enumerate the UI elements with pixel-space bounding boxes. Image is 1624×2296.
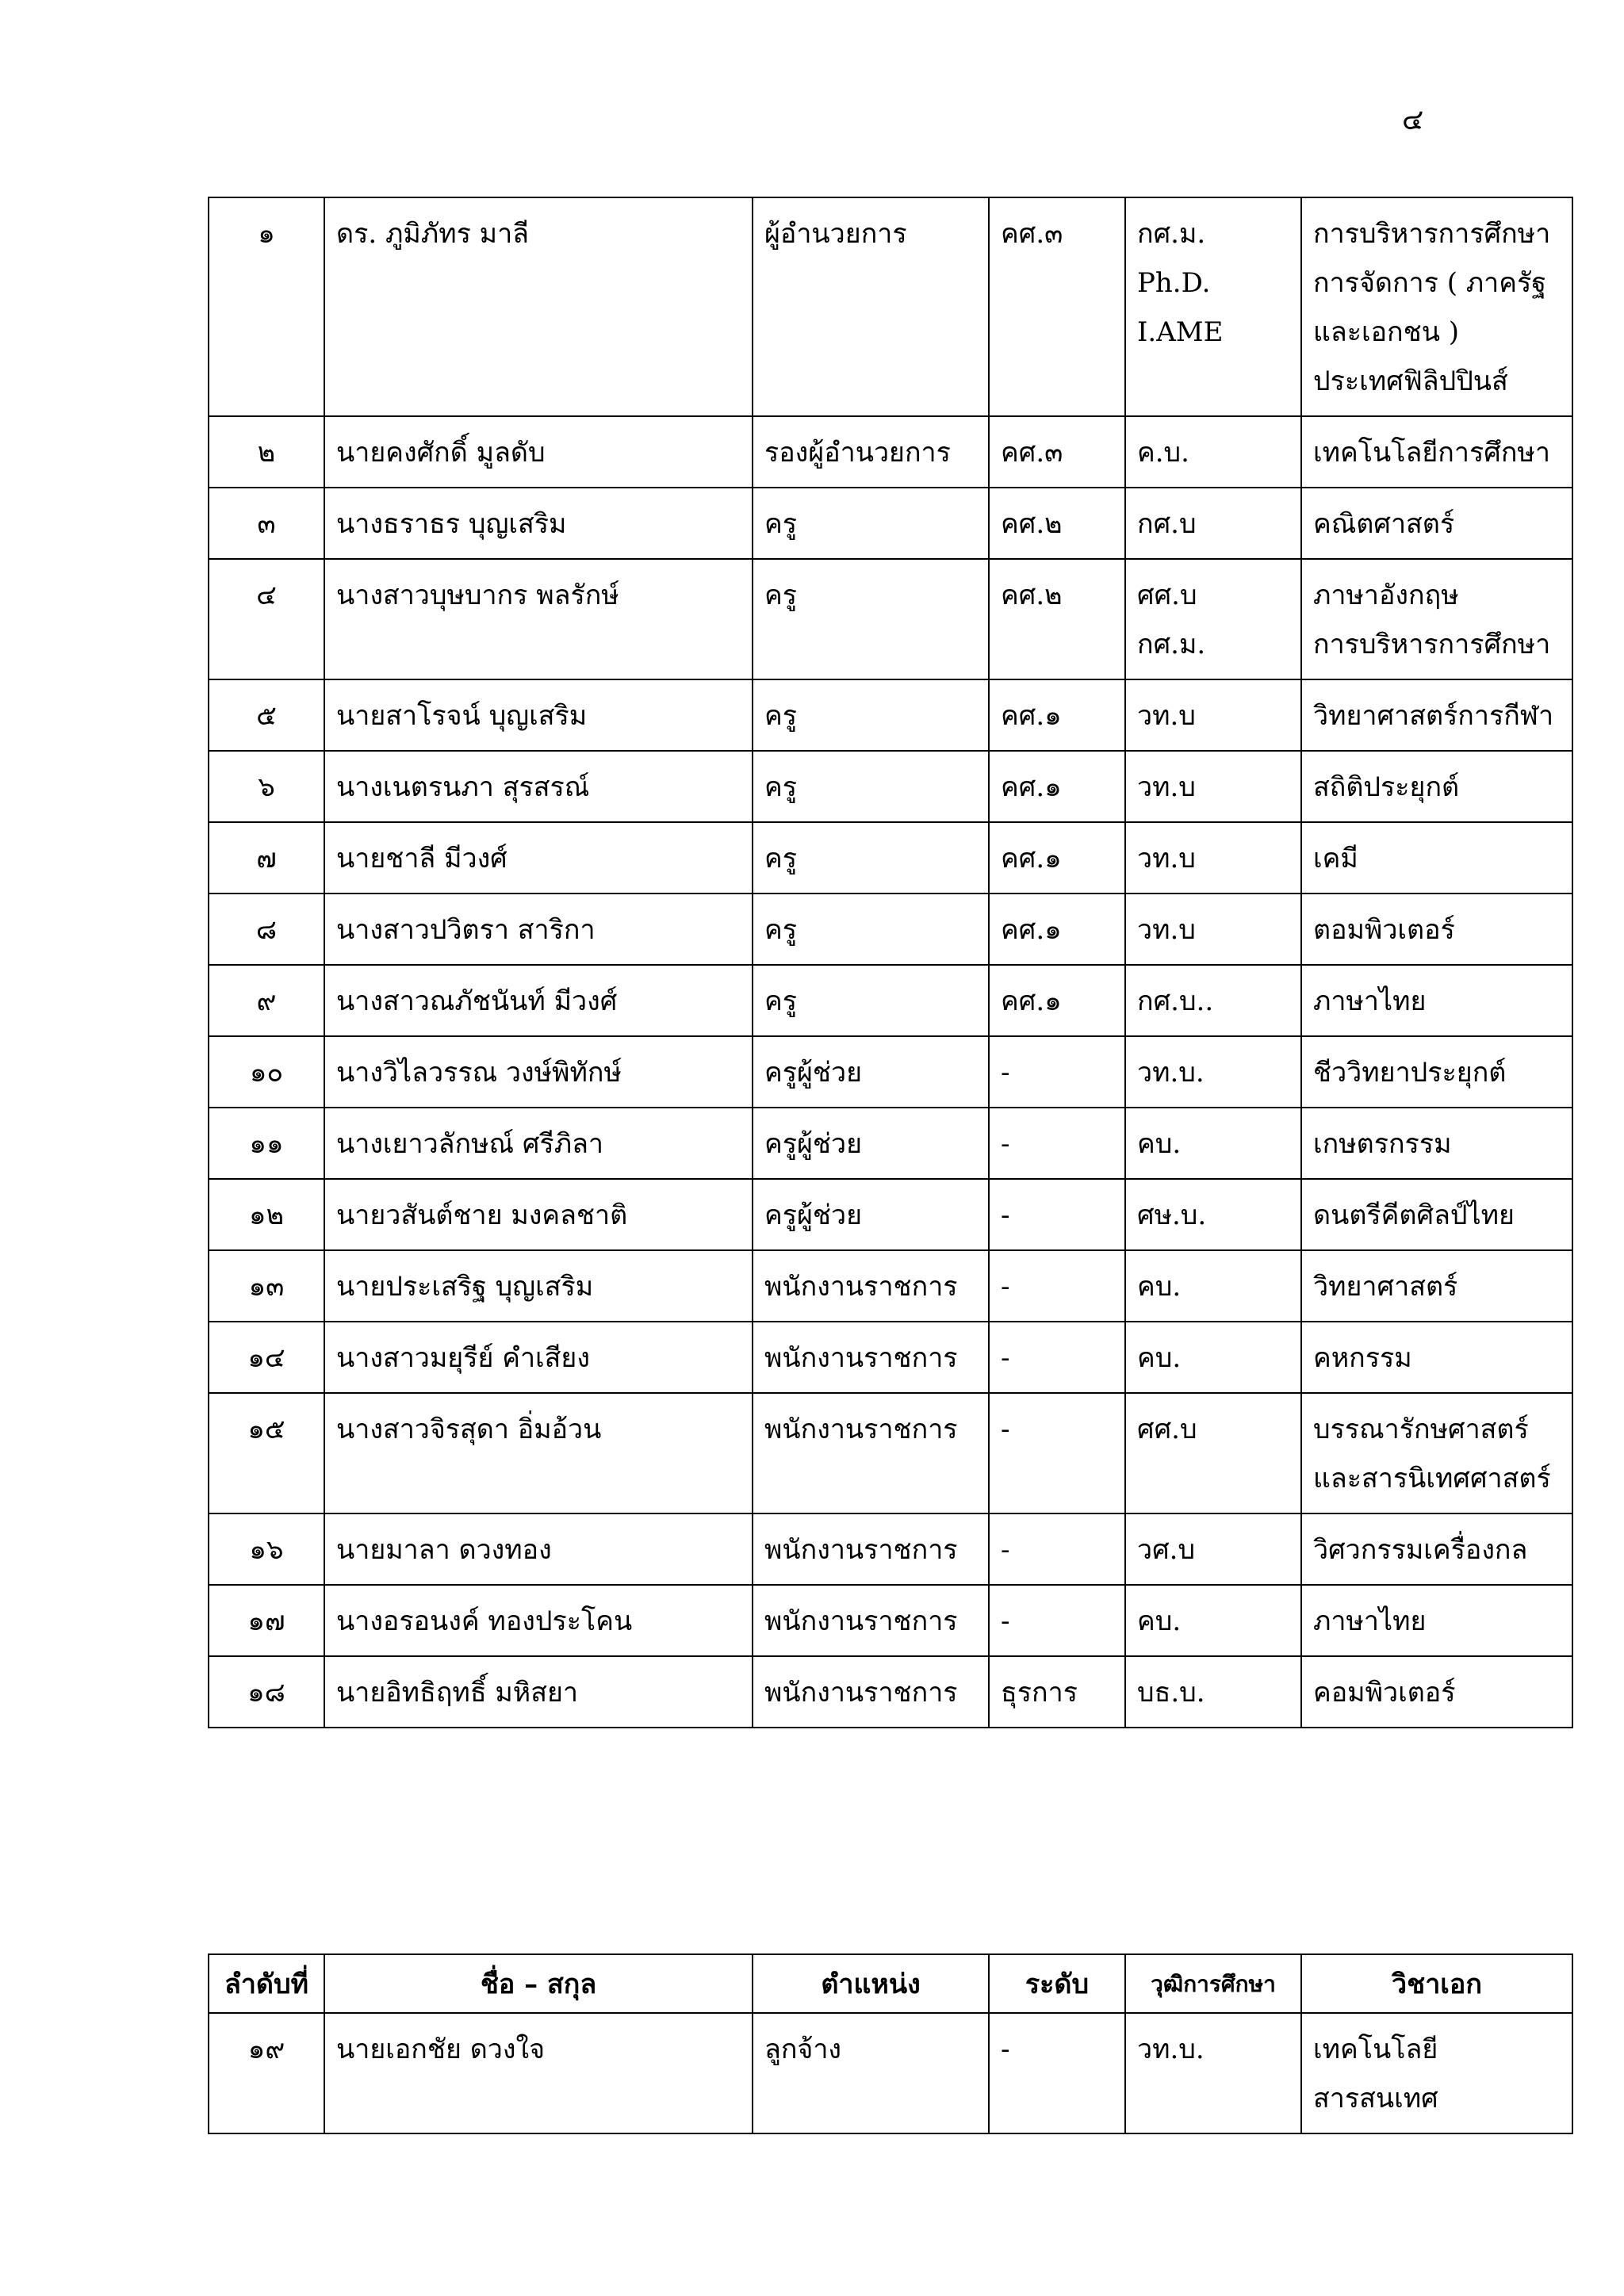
staff-table-continued-body [209, 2013, 1572, 2133]
cell-major-line: ประเทศฟิลิปปินส์ [1313, 365, 1508, 397]
cell-position: ครู [753, 751, 989, 822]
cell-name: นางสาวมยุรีย์ คำเสียง [324, 1322, 753, 1393]
staff-table [208, 197, 1573, 1728]
cell-no: ๑๔ [209, 1322, 324, 1393]
cell-major-line: ภาษาอังกฤษ [1313, 580, 1459, 611]
cell-level: คศ.๑ [989, 965, 1125, 1036]
cell-major-line: สถิติประยุกต์ [1313, 771, 1460, 803]
cell-level: - [989, 1108, 1125, 1179]
cell-major [1301, 1393, 1572, 1513]
cell-degree [1125, 488, 1301, 559]
cell-degree-line: วท.บ. [1137, 2034, 1205, 2065]
cell-name: ดร. ภูมิภัทร มาลี [324, 197, 753, 416]
table-row [209, 1036, 1572, 1108]
cell-name: นายเอกชัย ดวงใจ [324, 2013, 753, 2133]
cell-name: นายชาลี มีวงศ์ [324, 822, 753, 894]
cell-degree-line: ศษ.บ. [1137, 1200, 1207, 1231]
table-row [209, 1179, 1572, 1250]
header-major: วิชาเอก [1301, 1954, 1572, 2013]
cell-degree-line: ศศ.บ [1137, 1414, 1197, 1445]
cell-major-line: เทคโนโลยีการศึกษา [1313, 437, 1550, 469]
cell-degree-line: กศ.บ [1137, 508, 1197, 540]
cell-major-line: คอมพิวเตอร์ [1313, 1677, 1456, 1709]
cell-no: ๑๑ [209, 1108, 324, 1179]
cell-major [1301, 2013, 1572, 2133]
table-header-row [209, 1954, 1572, 2013]
cell-level: ธุรการ [989, 1656, 1125, 1728]
cell-major [1301, 559, 1572, 679]
table-row [209, 965, 1572, 1036]
cell-degree [1125, 1513, 1301, 1585]
cell-degree [1125, 197, 1301, 416]
cell-degree [1125, 894, 1301, 965]
cell-level: - [989, 1513, 1125, 1585]
table-row [209, 679, 1572, 751]
cell-degree-line: Ph.D. [1137, 267, 1211, 299]
cell-degree [1125, 751, 1301, 822]
cell-major-line: วิศวกรรมเครื่องกล [1313, 1534, 1528, 1566]
cell-major-line: เกษตรกรรม [1313, 1128, 1452, 1160]
header-degree: วุฒิการศึกษา [1125, 1954, 1301, 2013]
cell-degree [1125, 1250, 1301, 1322]
cell-name: นางวิไลวรรณ วงษ์พิทักษ์ [324, 1036, 753, 1108]
cell-major [1301, 1656, 1572, 1728]
table-row [209, 1513, 1572, 1585]
cell-level: คศ.๑ [989, 894, 1125, 965]
cell-name: นางเยาวลักษณ์ ศรีภิลา [324, 1108, 753, 1179]
cell-major-line: การบริหารการศึกษา [1313, 218, 1551, 250]
cell-no: ๒ [209, 416, 324, 488]
cell-position: พนักงานราชการ [753, 1513, 989, 1585]
cell-level: คศ.๑ [989, 751, 1125, 822]
header-position: ตำแหน่ง [753, 1954, 989, 2013]
table-row [209, 894, 1572, 965]
cell-level: คศ.๓ [989, 197, 1125, 416]
cell-degree [1125, 416, 1301, 488]
cell-name: นางสาวบุษบากร พลรักษ์ [324, 559, 753, 679]
cell-level: คศ.๑ [989, 679, 1125, 751]
cell-major-line: วิทยาศาสตร์การกีฬา [1313, 700, 1554, 732]
cell-degree [1125, 1585, 1301, 1656]
cell-position: พนักงานราชการ [753, 1656, 989, 1728]
cell-degree [1125, 1322, 1301, 1393]
cell-no: ๑ [209, 197, 324, 416]
table-row [209, 1108, 1572, 1179]
cell-degree-line: วท.บ. [1137, 1057, 1205, 1089]
cell-degree-line: คบ. [1137, 1128, 1182, 1160]
cell-level: คศ.๒ [989, 488, 1125, 559]
cell-major [1301, 1179, 1572, 1250]
cell-position: ครูผู้ช่วย [753, 1036, 989, 1108]
cell-degree [1125, 679, 1301, 751]
cell-name: นายมาลา ดวงทอง [324, 1513, 753, 1585]
cell-no: ๘ [209, 894, 324, 965]
page-number: ๔ [1402, 104, 1424, 136]
cell-degree-line: วศ.บ [1137, 1534, 1196, 1566]
cell-degree-line: วท.บ [1137, 771, 1196, 803]
cell-degree-line: กศ.ม. [1137, 218, 1206, 250]
cell-position: ครูผู้ช่วย [753, 1108, 989, 1179]
cell-major [1301, 416, 1572, 488]
cell-major [1301, 1585, 1572, 1656]
cell-major-line: วิทยาศาสตร์ [1313, 1271, 1458, 1303]
cell-degree-line: ศศ.บ [1137, 580, 1197, 611]
cell-major [1301, 894, 1572, 965]
cell-position: ครู [753, 965, 989, 1036]
cell-major-line: ชีววิทยาประยุกต์ [1313, 1057, 1507, 1089]
cell-no: ๑๓ [209, 1250, 324, 1322]
table-row [209, 1393, 1572, 1513]
cell-name: นายคงศักดิ์ มูลดับ [324, 416, 753, 488]
cell-degree-line: วท.บ [1137, 843, 1196, 874]
cell-degree [1125, 1036, 1301, 1108]
cell-no: ๕ [209, 679, 324, 751]
cell-no: ๑๒ [209, 1179, 324, 1250]
staff-table-body [209, 197, 1572, 1728]
cell-position: ลูกจ้าง [753, 2013, 989, 2133]
cell-position: ครูผู้ช่วย [753, 1179, 989, 1250]
table-row [209, 822, 1572, 894]
cell-major-line: ตอมพิวเตอร์ [1313, 914, 1455, 946]
cell-major-line: สารสนเทศ [1313, 2083, 1438, 2114]
cell-major-line: และเอกชน ) [1313, 316, 1460, 348]
cell-position: ครู [753, 488, 989, 559]
cell-degree-line: วท.บ [1137, 700, 1196, 732]
cell-major [1301, 965, 1572, 1036]
table-row [209, 751, 1572, 822]
cell-level: - [989, 1585, 1125, 1656]
table-row [209, 416, 1572, 488]
cell-level: - [989, 1250, 1125, 1322]
cell-degree-line: I.AME [1137, 316, 1224, 348]
cell-major-line: การจัดการ ( ภาครัฐ [1313, 267, 1547, 299]
cell-major [1301, 1322, 1572, 1393]
cell-level: - [989, 1393, 1125, 1513]
cell-degree-line: ค.บ. [1137, 437, 1189, 469]
cell-position: ครู [753, 679, 989, 751]
cell-major-line: คหกรรม [1313, 1342, 1412, 1374]
cell-major-line: เทคโนโลยี [1313, 2034, 1438, 2065]
cell-degree-line: บธ.บ. [1137, 1677, 1205, 1709]
cell-no: ๑๙ [209, 2013, 324, 2133]
cell-degree [1125, 1656, 1301, 1728]
cell-major-line: ภาษาไทย [1313, 985, 1427, 1017]
cell-no: ๓ [209, 488, 324, 559]
cell-degree-line: คบ. [1137, 1271, 1182, 1303]
table-row [209, 1585, 1572, 1656]
cell-degree-line: คบ. [1137, 1605, 1182, 1637]
header-name: ชื่อ – สกุล [324, 1954, 753, 2013]
cell-major-line: การบริหารการศึกษา [1313, 629, 1551, 660]
cell-position: ครู [753, 894, 989, 965]
staff-table-continued [208, 1954, 1573, 2134]
cell-major [1301, 1513, 1572, 1585]
cell-name: นางเนตรนภา สุรสรณ์ [324, 751, 753, 822]
cell-degree [1125, 1393, 1301, 1513]
cell-no: ๑๖ [209, 1513, 324, 1585]
cell-no: ๑๗ [209, 1585, 324, 1656]
cell-level: คศ.๑ [989, 822, 1125, 894]
table-row [209, 197, 1572, 416]
cell-degree [1125, 1179, 1301, 1250]
cell-position: พนักงานราชการ [753, 1322, 989, 1393]
cell-major [1301, 1036, 1572, 1108]
header-no: ลำดับที่ [209, 1954, 324, 2013]
cell-no: ๙ [209, 965, 324, 1036]
cell-degree [1125, 965, 1301, 1036]
cell-level: - [989, 2013, 1125, 2133]
table-row [209, 488, 1572, 559]
cell-level: - [989, 1036, 1125, 1108]
cell-major-line: ภาษาไทย [1313, 1605, 1427, 1637]
cell-major [1301, 1108, 1572, 1179]
cell-name: นายวสันต์ชาย มงคลชาติ [324, 1179, 753, 1250]
cell-name: นางสาวจิรสุดา อิ่มอ้วน [324, 1393, 753, 1513]
cell-degree [1125, 559, 1301, 679]
table-row [209, 1656, 1572, 1728]
cell-level: - [989, 1179, 1125, 1250]
table-row [209, 559, 1572, 679]
cell-position: พนักงานราชการ [753, 1250, 989, 1322]
cell-degree [1125, 822, 1301, 894]
cell-position: รองผู้อำนวยการ [753, 416, 989, 488]
cell-level: คศ.๒ [989, 559, 1125, 679]
cell-major [1301, 751, 1572, 822]
cell-position: ผู้อำนวยการ [753, 197, 989, 416]
header-level: ระดับ [989, 1954, 1125, 2013]
cell-level: คศ.๓ [989, 416, 1125, 488]
table-row [209, 1322, 1572, 1393]
cell-degree-line: วท.บ [1137, 914, 1196, 946]
cell-position: ครู [753, 822, 989, 894]
cell-degree [1125, 1108, 1301, 1179]
cell-no: ๑๘ [209, 1656, 324, 1728]
cell-major-line: และสารนิเทศศาสตร์ [1313, 1463, 1551, 1494]
cell-no: ๗ [209, 822, 324, 894]
cell-major [1301, 1250, 1572, 1322]
cell-position: พนักงานราชการ [753, 1393, 989, 1513]
cell-no: ๔ [209, 559, 324, 679]
cell-major-line: บรรณารักษศาสตร์ [1313, 1414, 1529, 1445]
cell-major [1301, 822, 1572, 894]
cell-degree [1125, 2013, 1301, 2133]
cell-degree-line: คบ. [1137, 1342, 1182, 1374]
cell-degree-line: กศ.บ.. [1137, 985, 1214, 1017]
cell-no: ๖ [209, 751, 324, 822]
cell-no: ๑๐ [209, 1036, 324, 1108]
cell-name: นางธราธร บุญเสริม [324, 488, 753, 559]
cell-position: ครู [753, 559, 989, 679]
cell-major-line: คณิตศาสตร์ [1313, 508, 1455, 540]
cell-level: - [989, 1322, 1125, 1393]
cell-major [1301, 197, 1572, 416]
cell-name: นางสาวปวิตรา สาริกา [324, 894, 753, 965]
cell-name: นายอิทธิฤทธิ์ มหิสยา [324, 1656, 753, 1728]
cell-major-line: ดนตรีคีตศิลป์ไทย [1313, 1200, 1515, 1231]
cell-name: นายประเสริฐ บุญเสริม [324, 1250, 753, 1322]
cell-degree-line: กศ.ม. [1137, 629, 1206, 660]
cell-name: นางสาวณภัชนันท์ มีวงศ์ [324, 965, 753, 1036]
table-row [209, 2013, 1572, 2133]
cell-name: นายสาโรจน์ บุญเสริม [324, 679, 753, 751]
cell-major-line: เคมี [1313, 843, 1358, 874]
cell-name: นางอรอนงค์ ทองประโคน [324, 1585, 753, 1656]
cell-major [1301, 679, 1572, 751]
cell-major [1301, 488, 1572, 559]
table-row [209, 1250, 1572, 1322]
cell-no: ๑๕ [209, 1393, 324, 1513]
cell-position: พนักงานราชการ [753, 1585, 989, 1656]
